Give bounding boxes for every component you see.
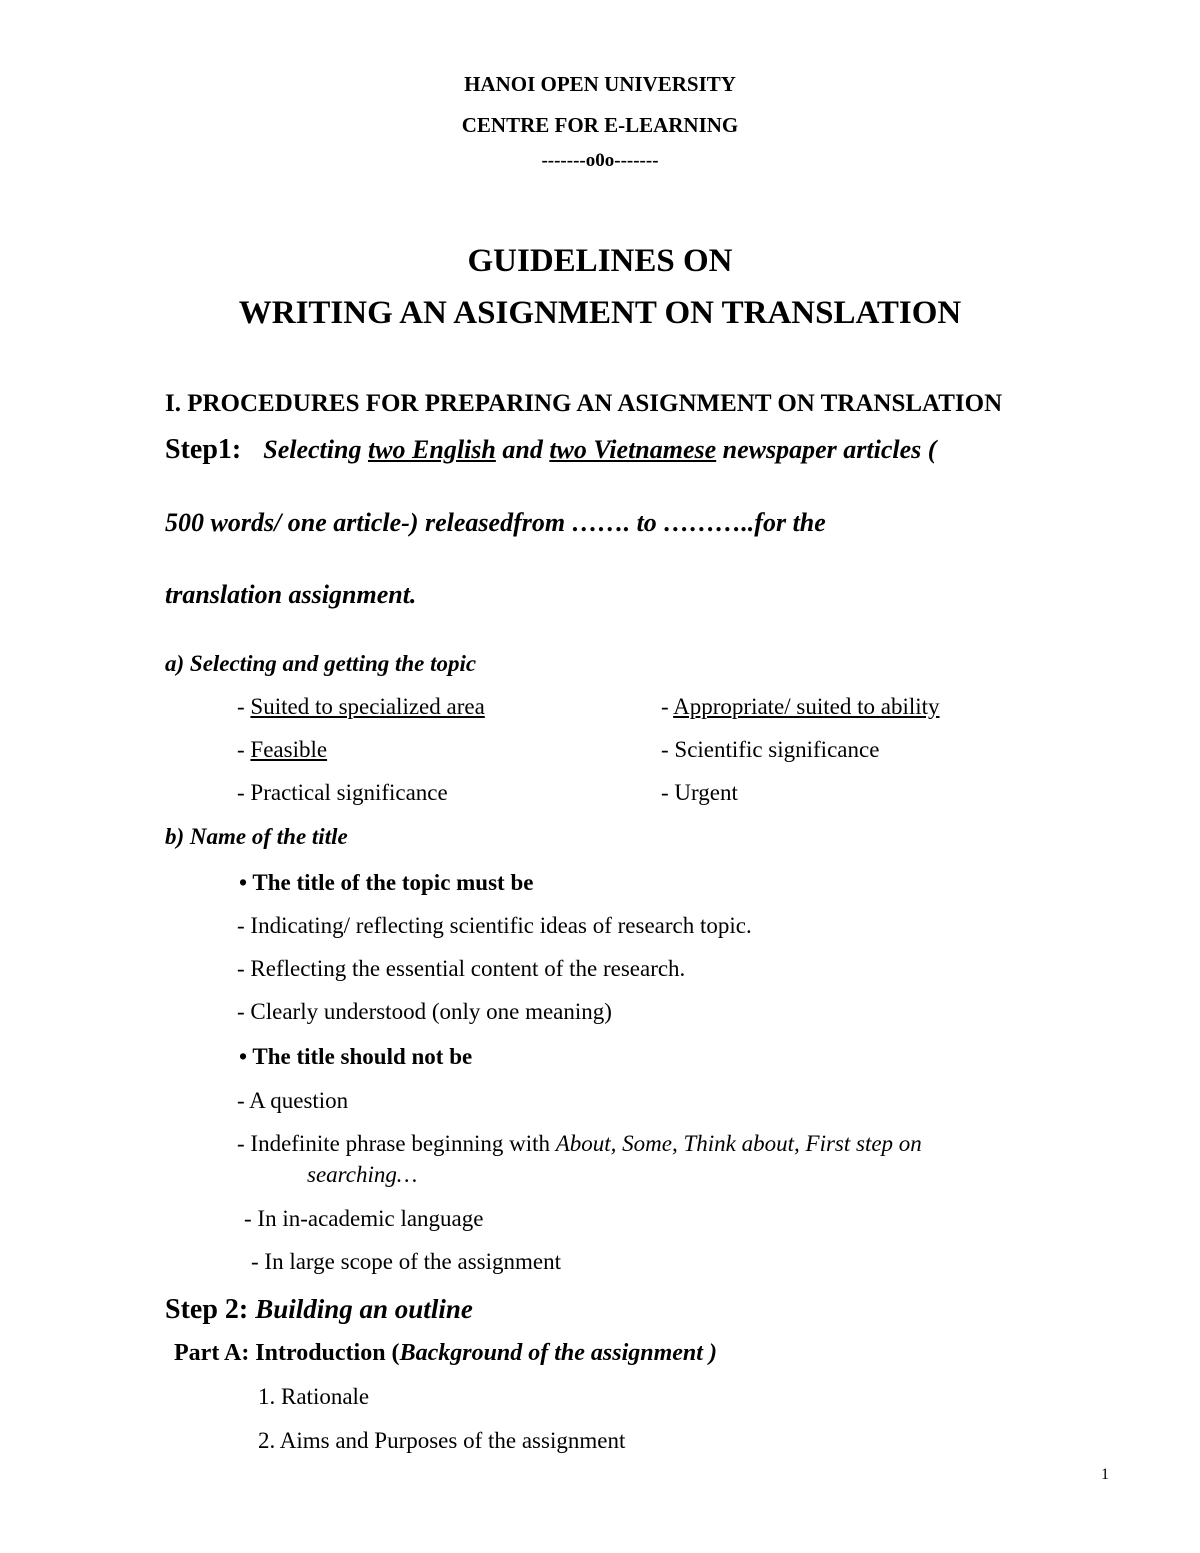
- doc-title-line1: GUIDELINES ON: [467, 243, 733, 279]
- outline-item-1: 1. Rationale: [258, 1384, 370, 1409]
- topic-criterion-left-3: - Practical significance: [237, 780, 448, 805]
- topic-criterion-left-2: [237, 738, 327, 761]
- should-not-item-2-text: - Indefinite phrase beginning with: [237, 1131, 556, 1156]
- step2-heading: [165, 1296, 473, 1324]
- step1-line2: 500 words/ one article-) releasedfrom ……. to ………..for the: [165, 508, 826, 537]
- outline-item-2: 2. Aims and Purposes of the assignment: [258, 1428, 626, 1453]
- must-be-item-1: - Indicating/ reflecting scientific ideas of research topic.: [237, 913, 752, 938]
- step1-line1: [165, 436, 936, 464]
- section-heading: I. PROCEDURES FOR PREPARING AN ASIGNMENT ON TRANSLATION: [165, 390, 1003, 417]
- step1-label: Step1:: [165, 434, 242, 465]
- topic-criterion-right-3: - Urgent: [661, 780, 738, 805]
- list-dash: -: [661, 694, 674, 719]
- part-a-heading: [174, 1341, 717, 1365]
- must-be-item-2: - Reflecting the essential content of the research.: [237, 956, 686, 981]
- doc-title-line2: WRITING AN ASIGNMENT ON TRANSLATION: [238, 295, 962, 331]
- topic-criterion-text: Appropriate/ suited to ability: [673, 694, 940, 719]
- step1-text-3: newspaper articles (: [716, 435, 937, 464]
- topic-criterion-left-1: [237, 695, 485, 718]
- page-number: 1: [1101, 1466, 1109, 1483]
- should-not-item-1: - A question: [237, 1088, 349, 1113]
- centre-name: CENTRE FOR E-LEARNING: [461, 113, 739, 137]
- topic-criterion-right-1: [661, 695, 940, 718]
- should-not-item-2: [237, 1132, 922, 1155]
- list-dash: -: [237, 737, 251, 762]
- step2-label: Step 2:: [165, 1294, 256, 1325]
- topic-criterion-text: Feasible: [250, 737, 328, 762]
- must-be-item-3: - Clearly understood (only one meaning): [237, 999, 612, 1024]
- university-name: HANOI OPEN UNIVERSITY: [464, 72, 736, 96]
- part-a-label: Part A: Introduction (: [174, 1340, 400, 1366]
- step1-underline-english: two English: [367, 435, 496, 464]
- step2-title: Building an outline: [255, 1294, 473, 1324]
- topic-criterion-right-2: - Scientific significance: [661, 737, 880, 762]
- header-ornament: -------o0o-------: [541, 150, 659, 171]
- subsection-b-heading: b) Name of the title: [165, 824, 348, 849]
- should-not-item-2-continuation: searching…: [307, 1162, 418, 1187]
- list-dash: -: [237, 694, 251, 719]
- step1-underline-vietnamese: two Vietnamese: [549, 435, 717, 464]
- should-not-heading: • The title should not be: [239, 1044, 473, 1069]
- subsection-a-heading: a) Selecting and getting the topic: [165, 651, 477, 676]
- must-be-heading: • The title of the topic must be: [239, 870, 534, 895]
- part-a-italic: Background of the assignment ): [399, 1340, 717, 1366]
- step1-text-2: and: [495, 435, 550, 464]
- step1-text-1: Selecting: [263, 435, 368, 464]
- should-not-item-2-italic: About, Some, Think about, First step on: [555, 1131, 922, 1156]
- should-not-item-4: - In large scope of the assignment: [251, 1249, 561, 1274]
- step1-line3: translation assignment.: [165, 580, 417, 609]
- should-not-item-3: - In in-academic language: [244, 1206, 484, 1231]
- topic-criterion-text: Suited to specialized area: [250, 694, 485, 719]
